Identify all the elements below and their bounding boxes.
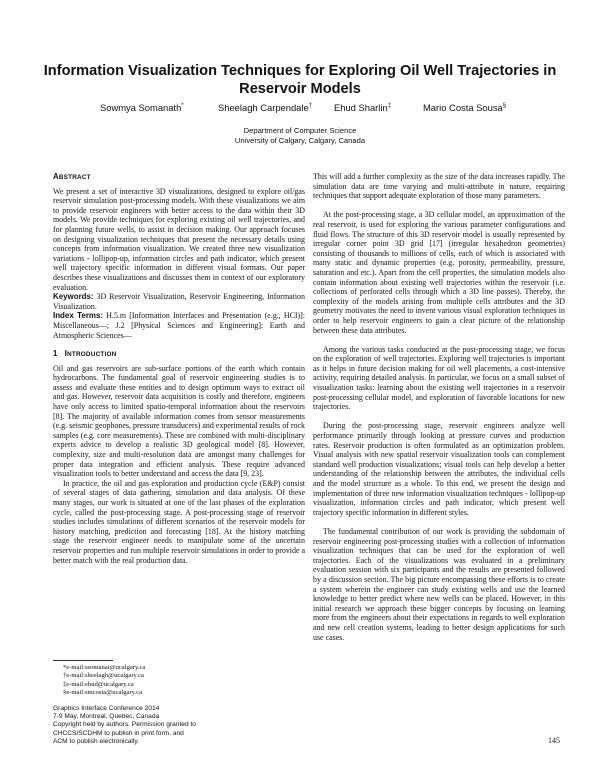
intro-paragraph: In practice, the oil and gas exploration and production cycle (E&P) consist of several stages of data gathering, simulation and data analysis. Of these many stages, our work is situated at one of the last phases of the exploration cycle, called the post-processing stage. A post-processing stage of reservoir studies includes simulations of different scenarios of the reservoir models for history matching, prediction and forecasting [18]. At the history matching stage the reservoir engineer needs to manipulate some of the uncertain reservoir properties and run multiple reservoir simulations in order to provide a better match with the real production data. <box>53 478 305 565</box>
conference-notice: Graphics Interface Conference 2014 7-9 May, Montreal, Quebec, Canada Copyright held by authors. Permission granted to CHCCS/SCDHM to publish in print form, and ACM to publish electronically. <box>53 705 196 745</box>
affiliation <box>40 126 560 146</box>
footnote: *e-mail:ssomanat@ucalgary.ca <box>63 664 146 671</box>
right-column <box>313 172 565 642</box>
affiliation-univ: University of Calgary, Calgary, Canada <box>234 136 366 145</box>
paper-title: Information Visualization Techniques for Exploring Oil Well Trajectories in Reservoir Models <box>43 63 557 97</box>
author: Ehud Sharlin‡ <box>334 102 392 113</box>
footnote-rule <box>53 660 113 661</box>
body-paragraph: The fundamental contribution of our work is providing the subdomain of reservoir engineering post-processing studies with a collection of information visualization techniques that can be used for the exploration of well trajectories. Each of the visualizations was evaluated in a preliminary evaluation session with six participants and the results are presented followed by a discussion section. The big picture encompassing these efforts is to create a system wherein the engineer can study existing wells and use the learned knowledge to better predict where new wells can be placed. However, in this initial research we approach these bigger concepts by focusing on learning more from the engineers about their expectations in regards to well exploration and new cell creation systems, leading to better design applications for such use cases. <box>313 526 565 642</box>
author: Sowmya Somanath* <box>100 102 184 113</box>
author: Mario Costa Sousa§ <box>423 102 507 113</box>
footnote: §e-mail:smcosta@ucalgary.ca <box>63 688 143 696</box>
footnote: ‡e-mail:ehud@ucalgary.ca <box>63 680 134 688</box>
body-paragraph: Among the various tasks conducted at the post-processing stage, we focus on the exploration of well trajectories. Exploring well trajectories is important as it helps in future decision making for oil well placements, a cost-intensive activity, requiring detailed analysis. In particular, we focus on a small subset of visualization tasks: learning about the existing well trajectories in a reservoir post-processing cellular model, and exploration of favorable locations for new trajectories. <box>313 344 565 412</box>
keywords: Keywords: 3D Reservoir Visualization, Reservoir Engineering, Information Visualization. <box>53 292 305 311</box>
footnote: †e-mail:sheelagh@ucalgary.ca <box>63 672 144 680</box>
body-paragraph: This will add a further complexity as the size of the data increases rapidly. The simulation data are time varying and multi-attribute in nature, requiring techniques that support adequate exploration of those many parameters. <box>313 172 565 201</box>
index-terms: Index Terms: H.5.m [Information Interfaces and Presentation (e.g., HCI)]: Miscellaneous—; J.2 [Physical Sciences and Engineering]: Earth and Atmospheric Sciences— <box>53 311 306 340</box>
left-column <box>53 172 305 565</box>
body-paragraph: During the post-processing stage, reservoir engineers analyze well performance primarily through looking at pressure curves and production rates. Reservoir production is often formulated as an optimization problem. Visual analysis with new spatial reservoir visualization tools can complement standard well production visualizations; visual tools can help develop a better understanding of the relationship between the attributes, the individual cells and the model structure as a whole. To this end, we present the design and implementation of three new information visualization techniques - lollipop-up visualization, information circles and path indicator, which present well trajectory specific information in different styles. <box>313 421 565 517</box>
affiliation-dept: Department of Computer Science <box>243 126 357 135</box>
author: Sheelagh Carpendale† <box>218 102 313 113</box>
author-list <box>40 102 560 116</box>
body-paragraph: At the post-processing stage, a 3D cellular model, an approximation of the real reservoir, is used for exploring the various parameter configurations and fluid flows. The structure of this 3D reservoir model is usually represented by irregular corner point 3D grid [17] (irregular hexahedron geometries) consisting of thousands to millions of cells, each of which is associated with many static and dynamic properties (e.g. porosity, permeability, pressure, saturation and etc.). Apart from the cell properties, the simulation models also contain information about existing well trajectories within the reservoir (i.e. collections of perforated cells through which a 3D line passes). Thereby, the complexity of the models arising from multiple cells attributes and the 3D geometry motivates the need to invent various visual exploration techniques in order to help reservoir engineers to gain a clear picture of the relationship between these data attributes. <box>313 210 565 335</box>
page-number: 145 <box>548 736 560 745</box>
intro-heading: 1 INTRODUCTION <box>53 349 117 359</box>
footnotes <box>53 660 305 697</box>
intro-paragraph: Oil and gas reservoirs are sub-surface portions of the earth which contain hydrocarbons. The fundamental goal of reservoir engineering studies is to assess and evaluate these entities and to design optimum ways to extract oil and gas. However, reservoir data acquisition is costly and therefore, engineers have only access to limited spatio-temporal information about the reservoirs [8]. The majority of available information comes from sensor measurements (e.g. seismic geophones, pressure transducers) and experimental results of rock samples (e.g. core measurements). These are combined with multi-disciplinary experts advice to develop a realistic 3D geological model [8]. However, complexity, size and multi-resolution data are amongst many challenges for proper data integration and efficient analysis. These require advanced visualization tools to better understand and access the data [9, 23]. <box>53 363 305 479</box>
abstract-heading: ABSTRACT <box>53 172 91 181</box>
abstract-body: We present a set of interactive 3D visualizations, designed to explore oil/gas reservoir simulation post-processing models. With these visualizations we aim to provide reservoir engineers with better access to the data within their 3D models. We provide techniques for exploring existing oil well trajectories, and for planning future wells, to assist in decision making. Our approach focuses on designing visualization techniques that present the necessary details using concepts from information visualization. We created three new visualization variations - lollipop-up, information circles and path indicator, which present well trajectory specific information in different visual formats. Our paper describes these visualizations and discusses them in context of our exploratory evaluation. <box>53 186 305 292</box>
